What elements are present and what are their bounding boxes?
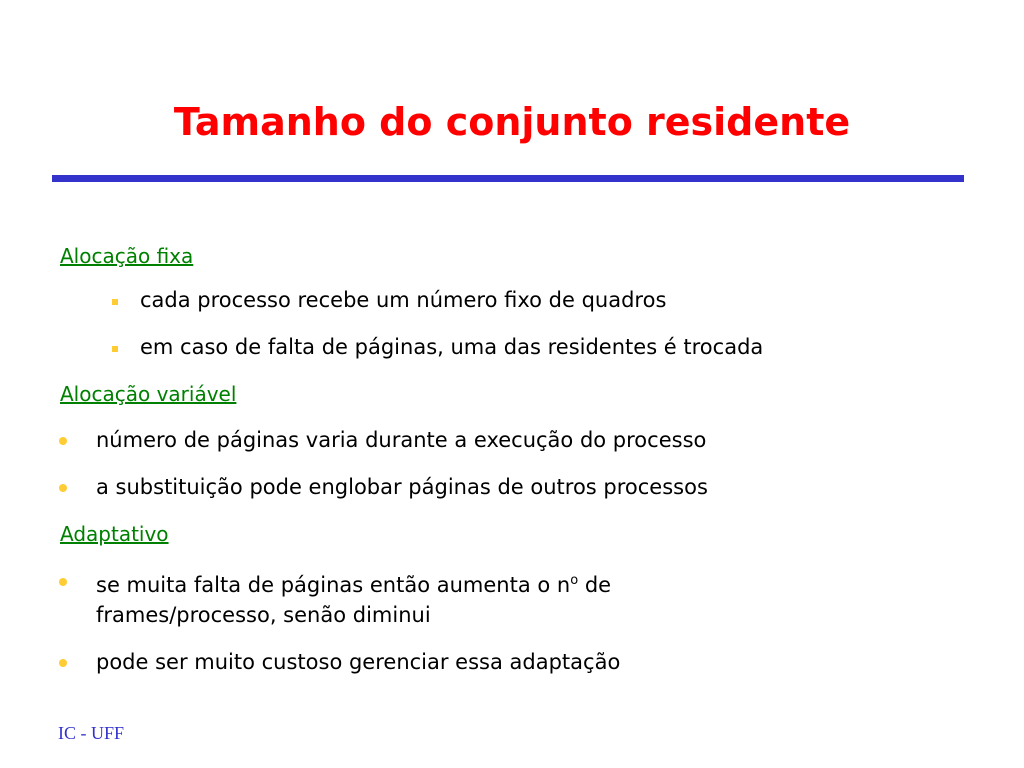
footer-label: IC - UFF <box>58 723 125 743</box>
list-item: pode ser muito custoso gerenciar essa adaptação <box>96 650 621 674</box>
square-bullet-icon <box>112 346 118 352</box>
list-item: número de páginas varia durante a execução do processo <box>96 428 707 452</box>
list-item: em caso de falta de páginas, uma das residentes é trocada <box>140 335 764 359</box>
section-heading-alocacao-fixa: Alocação fixa <box>60 244 194 268</box>
list-item-continuation: frames/processo, senão diminui <box>96 603 431 627</box>
superscript-text: o <box>570 573 579 588</box>
list-item: cada processo recebe um número fixo de quadros <box>140 288 667 312</box>
section-heading-adaptativo: Adaptativo <box>60 522 169 546</box>
round-bullet-icon <box>59 437 67 445</box>
list-item: a substituição pode englobar páginas de outros processos <box>96 475 708 499</box>
round-bullet-icon <box>59 578 67 586</box>
section-heading-alocacao-variavel: Alocação variável <box>60 382 237 406</box>
list-item-text: se muita falta de páginas então aumenta o n <box>96 573 571 597</box>
list-item <box>96 566 611 600</box>
title-divider <box>52 175 964 182</box>
square-bullet-icon <box>112 299 118 305</box>
slide-title: Tamanho do conjunto residente <box>173 100 851 144</box>
round-bullet-icon <box>59 659 67 667</box>
list-item-text: de <box>578 573 612 597</box>
round-bullet-icon <box>59 484 67 492</box>
